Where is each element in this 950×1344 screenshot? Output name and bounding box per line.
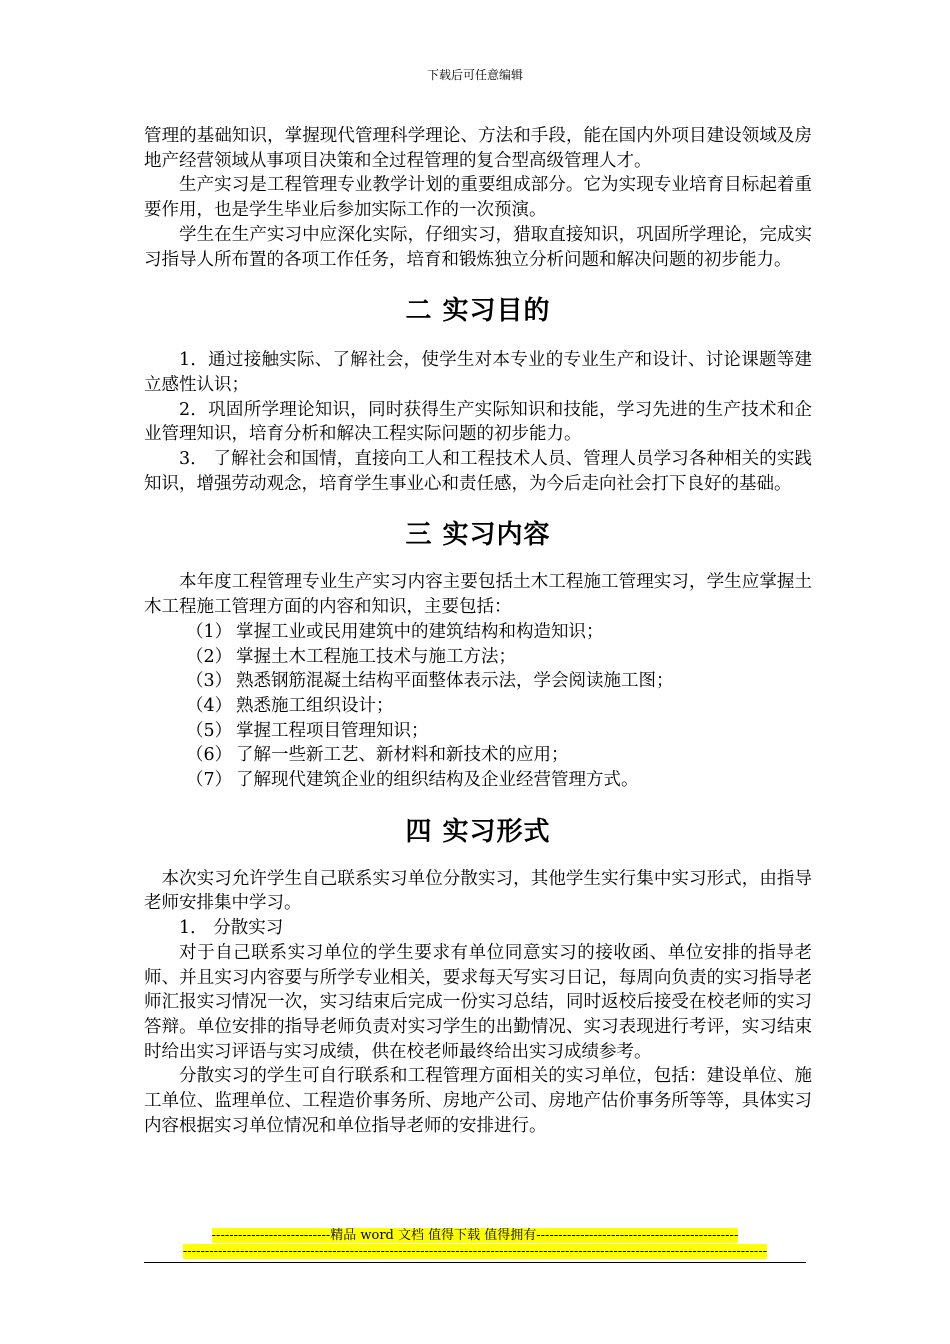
page-header: 下载后可任意编辑 <box>426 68 523 82</box>
footer-dash-line <box>0 1244 950 1260</box>
section-4-paragraph-3: 分散实习的学生可自行联系和工程管理方面相关的实习单位，包括：建设单位、施工单位、监理单位、工程造价事务所、房地产公司、房地产估价事务所等等，具体实习内容根据实习单位情况和单位指导老师的安排进行。 <box>144 1066 812 1136</box>
list-item-text: 熟悉钢筋混凝土结构平面整体表示法，学会阅读施工图； <box>236 671 674 692</box>
list-item-number: （7） <box>186 770 233 791</box>
section-4-subheading: 1． 分散实习 <box>179 918 284 939</box>
list-item <box>144 743 812 768</box>
list-item-text: 掌握土木工程施工技术与施工方法； <box>236 646 516 667</box>
list-item-number: （3） <box>186 671 233 692</box>
section-3-intro: 本年度工程管理专业生产实习内容主要包括土木工程施工管理实习，学生应掌握土木工程施工管理方面的内容和知识，主要包括： <box>144 572 812 618</box>
list-item-number: （6） <box>186 745 233 766</box>
list-item <box>144 768 812 793</box>
intro-paragraph-1: 管理的基础知识，掌握现代管理科学理论、方法和手段，能在国内外项目建设领域及房地产经营领域从事项目决策和全过程管理的复合型高级管理人才。 <box>144 126 812 171</box>
intro-paragraph-3: 学生在生产实习中应深化实际，仔细实习，猎取直接知识，巩固所学理论，完成实习指导人所布置的各项工作任务，培育和锻炼独立分析问题和解决问题的初步能力。 <box>144 224 812 270</box>
list-item-number: （1） <box>186 621 233 642</box>
section-2-item-1: 1．通过接触实际、了解社会，使学生对本专业的专业生产和设计、讨论课题等建立感性认识； <box>144 350 812 395</box>
section-3-heading: 三 实习内容 <box>405 520 551 551</box>
list-item-text: 掌握工程项目管理知识； <box>236 720 429 741</box>
list-item <box>144 669 812 694</box>
list-item <box>144 694 812 719</box>
list-item <box>144 620 812 645</box>
section-4-heading: 四 实习形式 <box>405 816 551 847</box>
footer-dash-text: ------------------------------------------------------------------------------------------------------------------------------------- <box>182 1244 768 1259</box>
list-item-number: （2） <box>186 646 233 667</box>
list-item-text: 掌握工业或民用建筑中的建筑结构和构造知识； <box>236 621 604 642</box>
footer-banner <box>0 1228 950 1244</box>
list-item <box>144 719 812 744</box>
list-item <box>144 645 812 670</box>
section-2-item-2: 2．巩固所学理论知识，同时获得生产实际知识和技能，学习先进的生产技术和企业管理知识，培育分析和解决工程实际问题的初步能力。 <box>144 399 812 445</box>
list-item-text: 了解一些新工艺、新材料和新技术的应用； <box>236 745 569 766</box>
section-4-paragraph-2: 对于自己联系实习单位的学生要求有单位同意实习的接收函、单位安排的指导老师、并且实习内容要与所学专业相关，要求每天写实习日记，每周向负责的实习指导老师汇报实习情况一次，实习结束后完成一份实习总结，同时返校后接受在校老师的实习答辩。单位安排的指导老师负责对实习学生的出勤情况、实习表现进行考评，实习结束时给出实习评语与实习成绩，供在校老师最终给出实习成绩参考。 <box>144 942 812 1062</box>
section-2-heading: 二 实习目的 <box>405 296 551 327</box>
list-item-text: 了解现代建筑企业的组织结构及企业经营管理方式。 <box>236 770 639 791</box>
footer-banner-text: ---------------------------精品 word 文档 值得下载 值得拥有---------------------------------------------- <box>211 1228 739 1243</box>
list-item-number: （5） <box>186 720 233 741</box>
footer-rule <box>144 1262 806 1263</box>
section-2-item-3: 3． 了解社会和国情，直接向工人和工程技术人员、管理人员学习各种相关的实践知识，增强劳动观念，培育学生事业心和责任感，为今后走向社会打下良好的基础。 <box>144 449 812 494</box>
section-4-paragraph-1: 本次实习允许学生自己联系实习单位分散实习，其他学生实行集中实习形式，由指导老师安排集中学习。 <box>144 868 812 914</box>
list-item-text: 熟悉施工组织设计； <box>236 695 394 716</box>
list-item-number: （4） <box>186 695 233 716</box>
document-body <box>144 124 812 1139</box>
intro-paragraph-2: 生产实习是工程管理专业教学计划的重要组成部分。它为实现专业培育目标起着重要作用，也是学生毕业后参加实际工作的一次预演。 <box>144 175 812 221</box>
